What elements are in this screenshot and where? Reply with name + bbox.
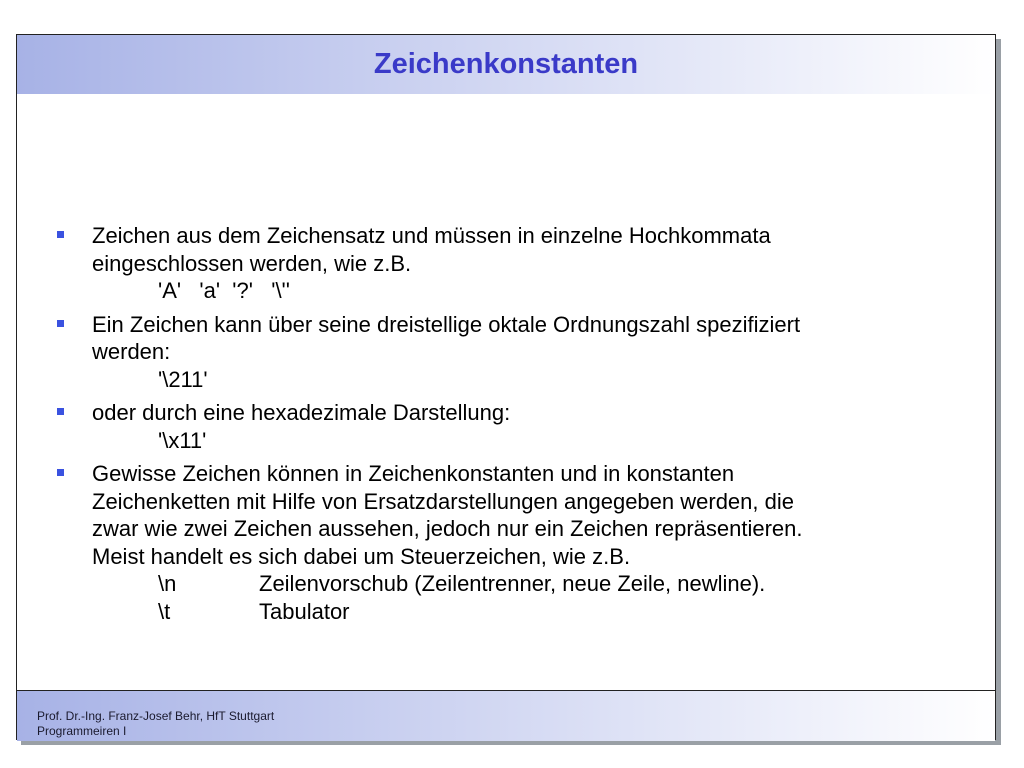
footer-author: Prof. Dr.-Ing. Franz-Josef Behr, HfT Stuttgart [37, 709, 275, 723]
code-example: 'A' 'a' '?' '\'' [158, 278, 290, 303]
footer-course: Programmeiren I [37, 724, 127, 738]
code-example: '\211' [158, 366, 208, 392]
bullet-line: zwar wie zwei Zeichen aussehen, jedoch nur ein Zeichen repräsentieren. [92, 516, 803, 541]
bullet-line: Gewisse Zeichen können in Zeichenkonstanten und in konstanten [92, 461, 735, 486]
bullet-square-icon [57, 231, 64, 238]
bullet-line: werden: [92, 339, 171, 364]
bullet-line: eingeschlossen werden, wie z.B. [92, 250, 412, 276]
escape-description: Tabulator [259, 598, 350, 624]
escape-sequence-row [92, 598, 955, 626]
bullet-square-icon [57, 320, 64, 327]
bullet-line: Zeichen aus dem Zeichensatz und müssen in einzelne Hochkommata [92, 223, 771, 248]
bullet-square-icon [57, 469, 64, 476]
bullet-item [17, 311, 995, 394]
footer-bar [17, 690, 995, 741]
escape-code: \n [158, 571, 177, 596]
title-bar [17, 35, 995, 94]
bullet-line: Meist handelt es sich dabei um Steuerzeichen, wie z.B. [92, 543, 631, 569]
bullet-item [17, 460, 995, 625]
slide-content [17, 222, 995, 631]
escape-sequence-row [92, 570, 955, 598]
slide-title: Zeichenkonstanten [373, 48, 639, 80]
bullet-square-icon [57, 408, 64, 415]
bullet-item [17, 222, 995, 305]
code-example: '\x11' [158, 427, 207, 453]
escape-code: \t [158, 598, 171, 624]
bullet-line: Zeichenketten mit Hilfe von Ersatzdarstellungen angegeben werden, die [92, 488, 794, 514]
slide [16, 34, 996, 740]
bullet-line: Ein Zeichen kann über seine dreistellige oktale Ordnungszahl spezifiziert [92, 311, 801, 337]
bullet-item [17, 399, 995, 454]
bullet-line: oder durch eine hexadezimale Darstellung: [92, 400, 511, 425]
escape-description: Zeilenvorschub (Zeilentrenner, neue Zeile, newline). [259, 571, 766, 596]
